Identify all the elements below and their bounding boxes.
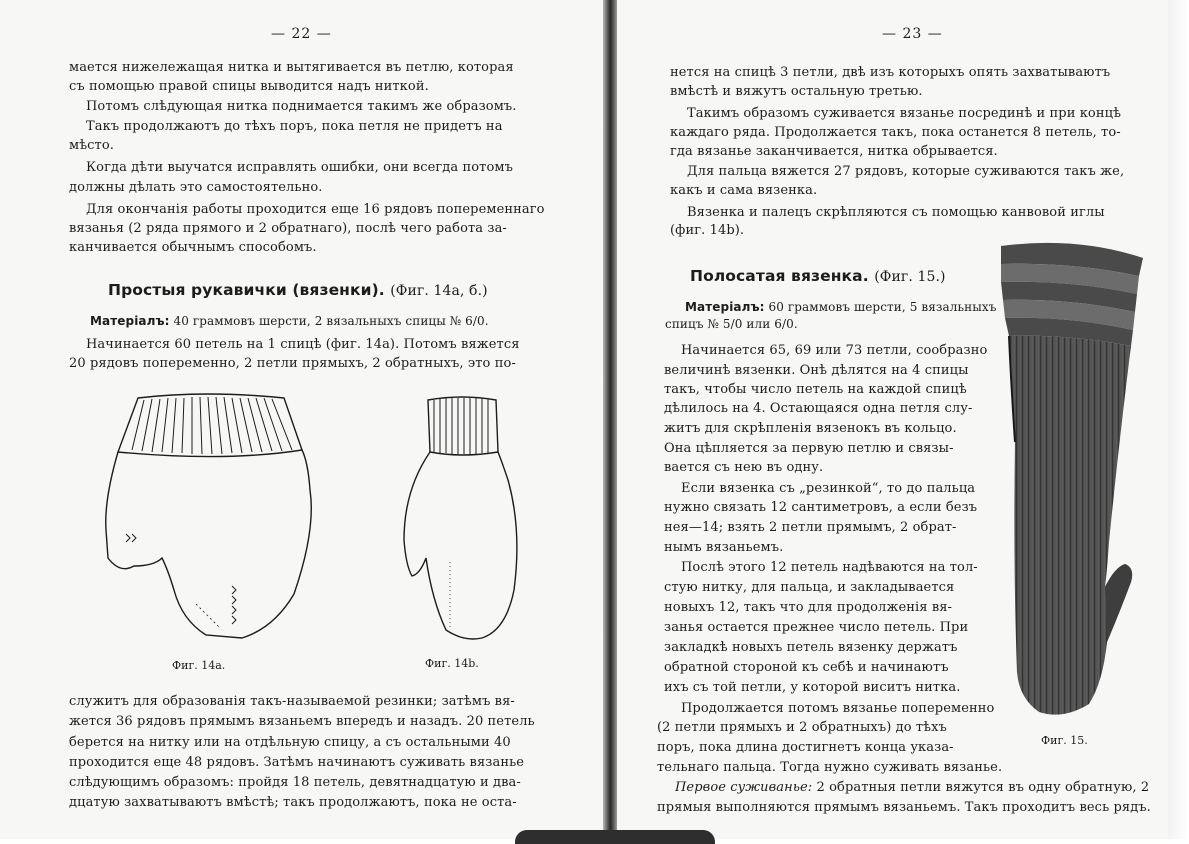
page-edge bbox=[1168, 0, 1189, 839]
section-heading bbox=[108, 280, 488, 301]
text-line: величинѣ вязенки. Онѣ дѣлятся на 4 спицы bbox=[664, 363, 969, 378]
text-line: Для пальца вяжется 27 рядовъ, которые суживаются такъ же, bbox=[687, 164, 1125, 179]
text-line: мѣсто. bbox=[69, 138, 114, 153]
material-line bbox=[90, 311, 489, 331]
text-line: 20 рядовъ попеременно, 2 петли прямыхъ, 2 обратныхъ, это по- bbox=[69, 356, 516, 371]
first-narrowing-text: 2 обратныя петли вяжутся въ одну обратную, 2 bbox=[816, 780, 1150, 795]
text-line: слѣдующимъ образомъ: пройдя 18 петель, девятнадцатую и два- bbox=[69, 775, 521, 790]
text-line: Когда дѣти выучатся исправлять ошибки, они всегда потомъ bbox=[86, 160, 513, 175]
text-line: новыхъ 12, такъ что для продолженія вя- bbox=[664, 600, 953, 615]
text-line: дѣлилось на 4. Остающаяся одна петля слу- bbox=[664, 401, 973, 416]
text-line: закладкѣ новыхъ петель вязенку держатъ bbox=[664, 640, 958, 655]
text-line: канчивается обычнымъ способомъ. bbox=[69, 240, 317, 255]
text-line: ихъ съ той петли, у которой виситъ нитка. bbox=[664, 680, 961, 695]
text-line: Вязенка и палецъ скрѣпляются съ помощью канвовой иглы bbox=[687, 205, 1105, 220]
text-line: такъ, чтобы число петель на каждой спицѣ bbox=[664, 382, 967, 397]
heading-title: Простыя рукавички (вязенки). bbox=[108, 281, 385, 299]
text-line: нужно связать 12 сантиметровъ, а если безъ bbox=[664, 500, 978, 515]
figure-caption: Фиг. 14а. bbox=[172, 659, 226, 672]
text-line: житъ для скрѣпленія вязенокъ въ кольцо. bbox=[664, 421, 957, 436]
text-line: (2 петли прямыхъ и 2 обратныхъ) до тѣхъ bbox=[657, 720, 947, 735]
right-page bbox=[617, 0, 1189, 839]
text-line: обратной стороной къ себѣ и начинаютъ bbox=[664, 660, 949, 675]
figure-caption: Фиг. 15. bbox=[1041, 734, 1088, 747]
text-line: проходится еще 48 рядовъ. Затѣмъ начинаютъ суживать вязанье bbox=[69, 755, 525, 770]
text-line: служитъ для образованія такъ-называемой резинки; затѣмъ вя- bbox=[69, 694, 515, 709]
mitten-figure-14b bbox=[398, 390, 533, 650]
page-number: — 23 — bbox=[882, 26, 943, 42]
material-text: 60 граммовъ шерсти, 5 вязальныхъ bbox=[768, 300, 997, 314]
text-line bbox=[675, 778, 1149, 798]
text-line: берется на нитку или на отдѣльную спицу, а съ остальными 40 bbox=[69, 735, 511, 750]
text-line: Она цѣпляется за первую петлю и связы- bbox=[664, 441, 954, 456]
text-line: какъ и сама вязенка. bbox=[670, 183, 818, 198]
text-line: нется на спицѣ 3 петли, двѣ изъ которыхъ опять захватываютъ bbox=[670, 65, 1111, 80]
material-label: Матеріалъ: bbox=[685, 300, 765, 314]
text-line: Начинается 60 петель на 1 спицѣ (фиг. 14а). Потомъ вяжется bbox=[86, 337, 520, 352]
heading-figure-ref: (Фиг. 15.) bbox=[874, 269, 946, 285]
text-line: стую нитку, для пальца, и закладывается bbox=[664, 580, 955, 595]
heading-title: Полосатая вязенка. bbox=[690, 267, 869, 285]
material-line: спицъ № 5/0 или 6/0. bbox=[665, 317, 798, 331]
text-line: вается съ нею въ одну. bbox=[664, 460, 824, 475]
text-line: вязанья (2 ряда прямого и 2 обратнаго), послѣ чего работа за- bbox=[69, 221, 507, 236]
text-line: поръ, пока длина достигнетъ конца указа- bbox=[657, 740, 954, 755]
text-line: Такимъ образомъ суживается вязанье посрединѣ и при концѣ bbox=[687, 106, 1122, 121]
text-line: дцатую захватываютъ вмѣстѣ; такъ продолжаютъ, пока не оста- bbox=[69, 795, 517, 810]
text-line: Потомъ слѣдующая нитка поднимается такимъ же образомъ. bbox=[86, 99, 517, 114]
striped-mitten-photo bbox=[993, 242, 1149, 722]
book-gutter bbox=[603, 0, 617, 839]
text-line: гда вязанье заканчивается, нитка обрывается. bbox=[670, 144, 998, 159]
text-line: вмѣстѣ и вяжутъ остальную третью. bbox=[670, 84, 923, 99]
text-line: Если вязенка съ „резинкой“, то до пальца bbox=[681, 481, 976, 496]
text-line: должны дѣлать это самостоятельно. bbox=[69, 180, 323, 195]
material-text: 40 граммовъ шерсти, 2 вязальныхъ спицы № 6/0. bbox=[173, 314, 489, 328]
text-line: Начинается 65, 69 или 73 петли, сообразно bbox=[681, 343, 988, 358]
text-line: Для окончанія работы проходится еще 16 рядовъ попеременнаго bbox=[86, 202, 545, 217]
heading-figure-ref: (Фиг. 14а, б.) bbox=[390, 283, 488, 299]
figure-caption: Фиг. 14b. bbox=[425, 657, 479, 670]
text-line: каждаго ряда. Продолжается такъ, пока останется 8 петель, то- bbox=[670, 125, 1121, 140]
text-line: нымъ вязаньемъ. bbox=[664, 540, 784, 555]
text-line: мается нижележащая нитка и вытягивается въ петлю, которая bbox=[69, 60, 514, 75]
text-line: съ помощью правой спицы выводится надъ ниткой. bbox=[69, 79, 429, 94]
text-line: тельнаго пальца. Тогда нужно суживать вязанье. bbox=[657, 760, 1003, 775]
text-line: жется 36 рядовъ прямымъ вязаньемъ впередъ и назадъ. 20 петель bbox=[69, 714, 535, 729]
page-number: — 22 — bbox=[271, 26, 332, 42]
text-line: прямыя выполняются прямымъ вязаньемъ. Такъ проходитъ весь рядъ. bbox=[657, 800, 1151, 815]
section-heading bbox=[690, 266, 946, 287]
mitten-figure-14a bbox=[96, 390, 326, 650]
viewer-scroll-handle[interactable] bbox=[515, 830, 715, 844]
first-narrowing-label: Первое суживанье: bbox=[675, 780, 813, 795]
text-line: Такъ продолжаютъ до тѣхъ поръ, пока петля не придетъ на bbox=[86, 119, 503, 134]
text-line: Послѣ этого 12 петель надѣваются на тол- bbox=[681, 560, 978, 575]
material-label: Матеріалъ: bbox=[90, 314, 170, 328]
text-line: нея—14; взять 2 петли прямымъ, 2 обрат- bbox=[664, 520, 957, 535]
text-line: занья остается прежнее число петель. При bbox=[664, 620, 969, 635]
text-line: Продолжается потомъ вязанье попеременно bbox=[681, 701, 995, 716]
text-line: (фиг. 14b). bbox=[670, 223, 745, 238]
